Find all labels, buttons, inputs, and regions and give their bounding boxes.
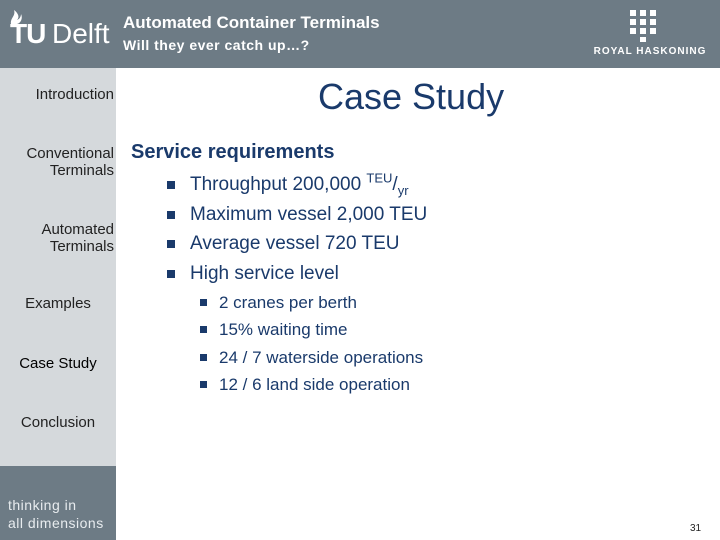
sub-bullet-text: 24 / 7 waterside operations bbox=[219, 348, 424, 367]
bullet-text: Throughput 200,000 bbox=[190, 174, 367, 195]
bullet-text: High service level bbox=[190, 263, 339, 284]
sidebar-item-label: Introduction bbox=[35, 86, 114, 103]
bullet-superscript: TEU bbox=[366, 170, 393, 186]
sub-bullet-text: 2 cranes per berth bbox=[219, 293, 357, 312]
square-bullet-icon bbox=[200, 381, 207, 388]
bullet-item bbox=[190, 170, 409, 198]
bullet-subscript: yr bbox=[397, 182, 409, 198]
presentation-subtitle: Will they ever catch up…? bbox=[123, 37, 310, 53]
sidebar-item-label: Examples bbox=[25, 295, 91, 312]
sidebar-item-label: Conventional bbox=[26, 145, 114, 162]
square-bullet-icon bbox=[200, 326, 207, 333]
logo-tu-text: TU bbox=[10, 18, 46, 49]
bullet-item bbox=[190, 233, 399, 255]
square-bullet-icon bbox=[200, 354, 207, 361]
sidebar-item-label: Conclusion bbox=[20, 414, 96, 431]
sidebar-item-label: Automated bbox=[41, 221, 114, 238]
tagline-line: all dimensions bbox=[8, 515, 104, 531]
sidebar-item-label: Case Study bbox=[19, 355, 97, 372]
square-bullet-icon bbox=[167, 270, 175, 278]
haskoning-grid-icon bbox=[628, 10, 658, 42]
bullet-item bbox=[190, 263, 339, 285]
sub-bullet-item bbox=[219, 375, 410, 395]
square-bullet-icon bbox=[167, 181, 175, 189]
sidebar-item-case-study[interactable] bbox=[0, 355, 116, 372]
bullet-item bbox=[190, 204, 427, 226]
sidebar-item-examples[interactable] bbox=[0, 295, 116, 312]
slide-title: Case Study bbox=[318, 76, 505, 117]
tudelft-logo bbox=[8, 8, 120, 48]
sub-bullet-item bbox=[219, 320, 348, 340]
bullet-text: Average vessel 720 TEU bbox=[190, 233, 400, 254]
haskoning-wordmark: ROYAL HASKONING bbox=[593, 46, 707, 57]
sub-bullet-text: 15% waiting time bbox=[219, 320, 348, 339]
sidebar-item-automated-terminals[interactable] bbox=[41, 221, 114, 255]
sidebar-item-label: Terminals bbox=[49, 162, 114, 179]
header-bar bbox=[0, 0, 720, 68]
square-bullet-icon bbox=[167, 211, 175, 219]
square-bullet-icon bbox=[167, 240, 175, 248]
tagline bbox=[8, 496, 104, 532]
square-bullet-icon bbox=[200, 299, 207, 306]
presentation-title: Automated Container Terminals bbox=[123, 13, 380, 32]
sidebar-item-conclusion[interactable] bbox=[0, 414, 116, 431]
sub-bullet-item bbox=[219, 293, 357, 313]
sidebar-item-conventional-terminals[interactable] bbox=[26, 145, 114, 179]
tagline-line: thinking in bbox=[8, 497, 77, 513]
royal-haskoning-logo bbox=[590, 10, 710, 62]
sub-bullet-text: 12 / 6 land side operation bbox=[219, 375, 410, 394]
bullet-slash: / bbox=[392, 174, 398, 195]
sidebar-item-label: Terminals bbox=[49, 238, 114, 255]
section-heading: Service requirements bbox=[131, 141, 335, 163]
page-number: 31 bbox=[690, 523, 702, 534]
sub-bullet-item bbox=[219, 348, 423, 368]
sidebar-item-introduction[interactable] bbox=[36, 86, 114, 103]
bullet-text: Maximum vessel 2,000 TEU bbox=[190, 204, 428, 225]
logo-delft-text: Delft bbox=[52, 18, 110, 49]
